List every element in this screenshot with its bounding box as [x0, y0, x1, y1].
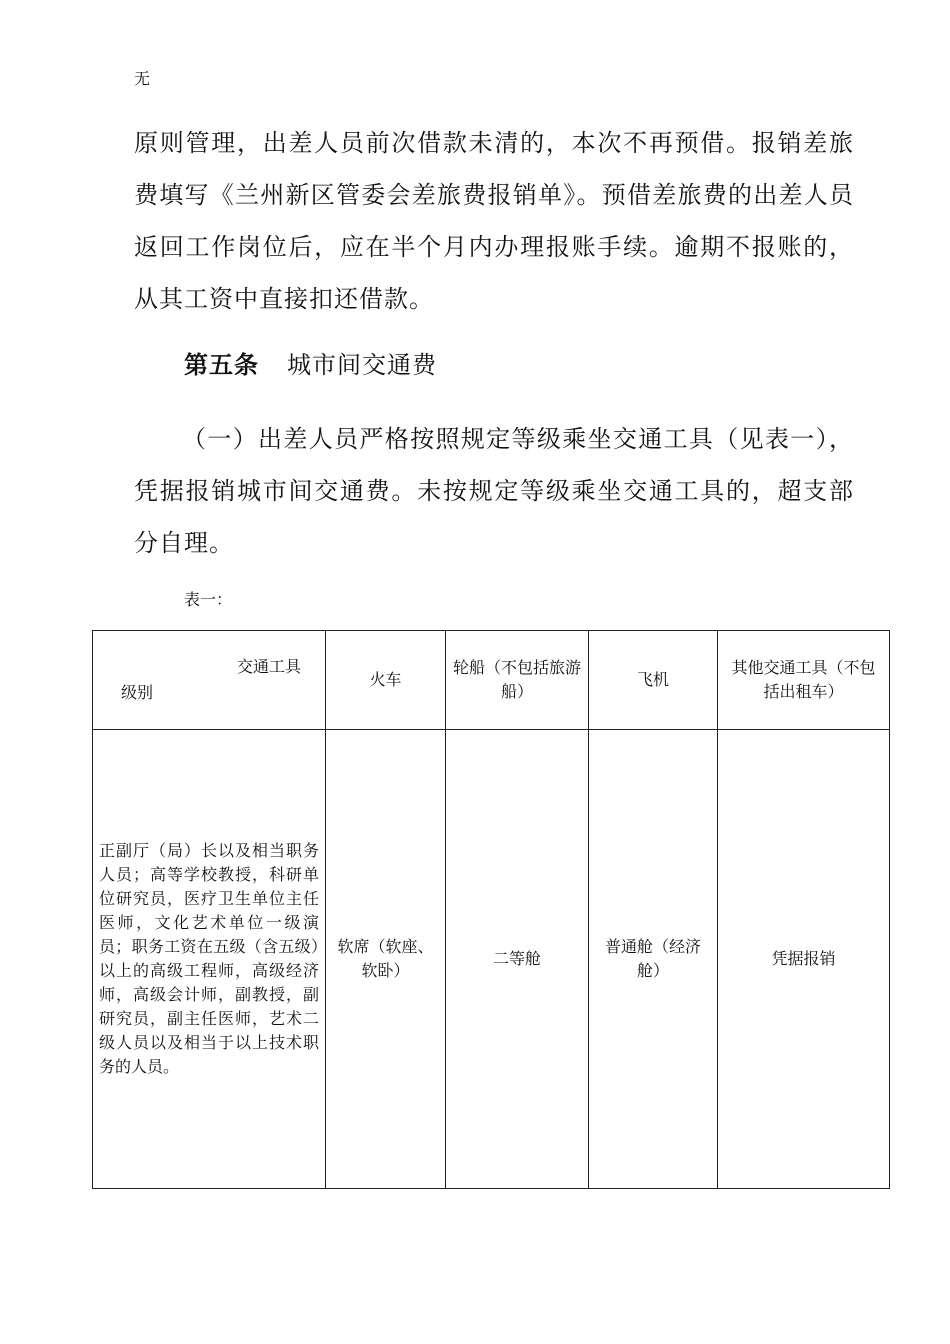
section-label: 第五条 [184, 350, 259, 379]
table-corner-cell [93, 631, 326, 730]
transport-standards-table [92, 630, 890, 1189]
header-ship: 轮船（不包括旅游船） [446, 631, 589, 730]
cell-train: 软席（软座、软卧） [326, 730, 446, 1189]
section-heading [184, 339, 437, 391]
paragraph-transport-rule: （一）出差人员严格按照规定等级乘坐交通工具（见表一），凭据报销城市间交通费。未按规定等级乘坐交通工具的，超支部分自理。 [134, 425, 854, 557]
table-row [93, 730, 890, 1189]
header-train: 火车 [326, 631, 446, 730]
cell-plane: 普通舱（经济舱） [589, 730, 718, 1189]
header-plane: 飞机 [589, 631, 718, 730]
corner-label-level: 级别 [121, 683, 154, 702]
corner-label-transport: 交通工具 [236, 657, 301, 676]
paragraph-reimbursement: 原则管理，出差人员前次借款未清的，本次不再预借。报销差旅费填写《兰州新区管委会差旅费报销单》。预借差旅费的出差人员返回工作岗位后，应在半个月内办理报账手续。逾期不报账的，从其工资中直接扣还借款。 [134, 129, 854, 313]
table-header-row [93, 631, 890, 730]
table-caption: 表一： [184, 590, 233, 609]
header-other-transport: 其他交通工具（不包括出租车） [718, 631, 890, 730]
section-title: 城市间交通费 [287, 351, 437, 379]
cell-level: 正副厅（局）长以及相当职务人员；高等学校教授，科研单位研究员，医疗卫生单位主任医师，文化艺术单位一级演员；职务工资在五级（含五级）以上的高级工程师，高级经济师，高级会计师，副教授，副研究员，副主任医师，艺术二级人员以及相当于以上技术职务的人员。 [93, 730, 326, 1189]
cell-other: 凭据报销 [718, 730, 890, 1189]
page-header-mark: 无 [134, 69, 151, 88]
cell-ship: 二等舱 [446, 730, 589, 1189]
